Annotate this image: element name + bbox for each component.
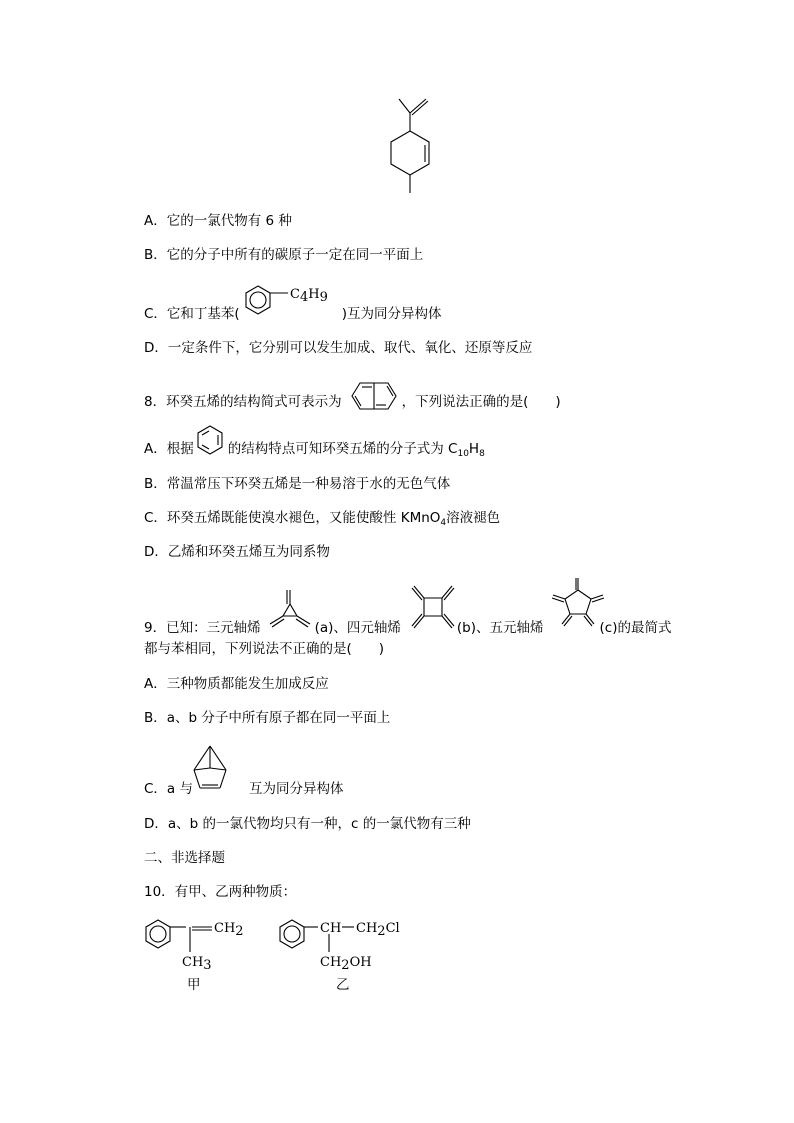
benzene-structure — [194, 424, 228, 458]
tetramethylenecyclobutane-structure — [404, 580, 464, 636]
q9-option-b: B．a、b 分子中所有原子都在同一平面上 — [144, 710, 391, 726]
q9-option-d: D．a、b 的一氯代物均只有一种，c 的一氯代物有三种 — [144, 816, 471, 832]
q9-option-a: A．三种物质都能发生加成反应 — [144, 676, 329, 692]
q9-option-c-suffix: 互为同分异构体 — [249, 781, 344, 797]
svg-text:CH2OH — [320, 955, 372, 973]
yi-oh: OH — [349, 955, 372, 970]
c4h9-sub9: 9 — [319, 290, 328, 305]
svg-text:CH3 — [182, 955, 212, 973]
q8-a-h: H — [468, 441, 480, 457]
q9-stem-line2: 都与苯相同，下列说法不正确的是( ) — [144, 641, 385, 657]
q9-option-c-prefix: C．a 与 — [144, 781, 193, 797]
q8-stem-suffix: ，下列说法正确的是( ) — [401, 394, 561, 410]
q7-option-c-prefix: C．它和丁基苯( — [144, 306, 240, 322]
q9-stem-part1: 9．已知：三元轴烯 — [144, 620, 261, 636]
q8-option-b: B．常温常压下环癸五烯是一种易溶于水的无色气体 — [144, 476, 451, 492]
q7-option-a: A．它的一氯代物有 6 种 — [144, 213, 292, 229]
q8-option-c-prefix: C．环癸五烯既能使溴水褪色，又能使酸性 KMnO — [144, 510, 441, 526]
svg-text:CH2 — [214, 921, 244, 939]
q9-option-c — [144, 780, 344, 798]
q8-option-c-suffix: 溶液褪色 — [446, 510, 501, 526]
yi-ch2oh: CH — [320, 955, 342, 970]
compound-yi-structure — [274, 912, 424, 972]
compound-yi-label: 乙 — [336, 977, 350, 993]
compound-jia-structure — [140, 912, 260, 972]
q8-option-a-suffix: 的结构特点可知环癸五烯的分子式为 C — [227, 441, 458, 457]
q9-stem-part4: (c)的最简式 — [599, 620, 672, 636]
yi-ch2cl-sub: 2 — [377, 924, 386, 939]
yi-cl: Cl — [385, 921, 400, 936]
q9-stem-part2: (a)、四元轴烯 — [314, 620, 401, 636]
q8-option-d: D．乙烯和环癸五烯互为同系物 — [144, 544, 330, 560]
c4h9-c: C — [290, 287, 300, 302]
cyclodecapentaene-structure — [344, 378, 404, 414]
q9-stem-part3: (b)、五元轴烯 — [456, 620, 544, 636]
pentamethylenecyclopentane-structure — [548, 576, 608, 634]
svg-text:CH2Cl — [356, 921, 400, 939]
q8-a-sub10: 10 — [457, 449, 469, 459]
q8-stem-prefix: 8．环癸五烯的结构简式可表示为 — [144, 394, 342, 410]
section-2-title: 二、非选择题 — [144, 850, 225, 866]
limonene-structure — [385, 95, 445, 195]
compound-jia-label: 甲 — [187, 977, 201, 993]
q8-option-c — [144, 509, 500, 532]
q10-stem: 10．有甲、乙两种物质： — [144, 884, 297, 900]
q8-option-a-prefix: A．根据 — [144, 441, 194, 457]
jia-ch2-sub: 2 — [235, 924, 244, 939]
butylbenzene-structure — [240, 284, 340, 324]
q7-option-d: D．一定条件下，它分别可以发生加成、取代、氧化、还原等反应 — [144, 340, 533, 356]
jia-ch3: CH — [182, 955, 204, 970]
q7-option-c-suffix: )互为同分异构体 — [341, 306, 442, 322]
q8-a-sub8: 8 — [479, 449, 485, 459]
q8-c-sub4: 4 — [440, 518, 447, 528]
yi-ch: CH — [320, 921, 342, 936]
bicyclic-isomer-structure — [186, 742, 236, 798]
yi-ch2cl: CH — [356, 921, 378, 936]
trimethylenecyclopropane-structure — [264, 586, 318, 636]
c4h9-sub4: 4 — [299, 290, 309, 305]
jia-ch3-sub: 3 — [203, 958, 212, 973]
yi-ch2oh-sub: 2 — [341, 958, 350, 973]
svg-text:C4H9 — [290, 287, 328, 305]
jia-ch2: CH — [214, 921, 236, 936]
q7-option-b: B．它的分子中所有的碳原子一定在同一平面上 — [144, 247, 424, 263]
c4h9-h: H — [308, 287, 320, 302]
